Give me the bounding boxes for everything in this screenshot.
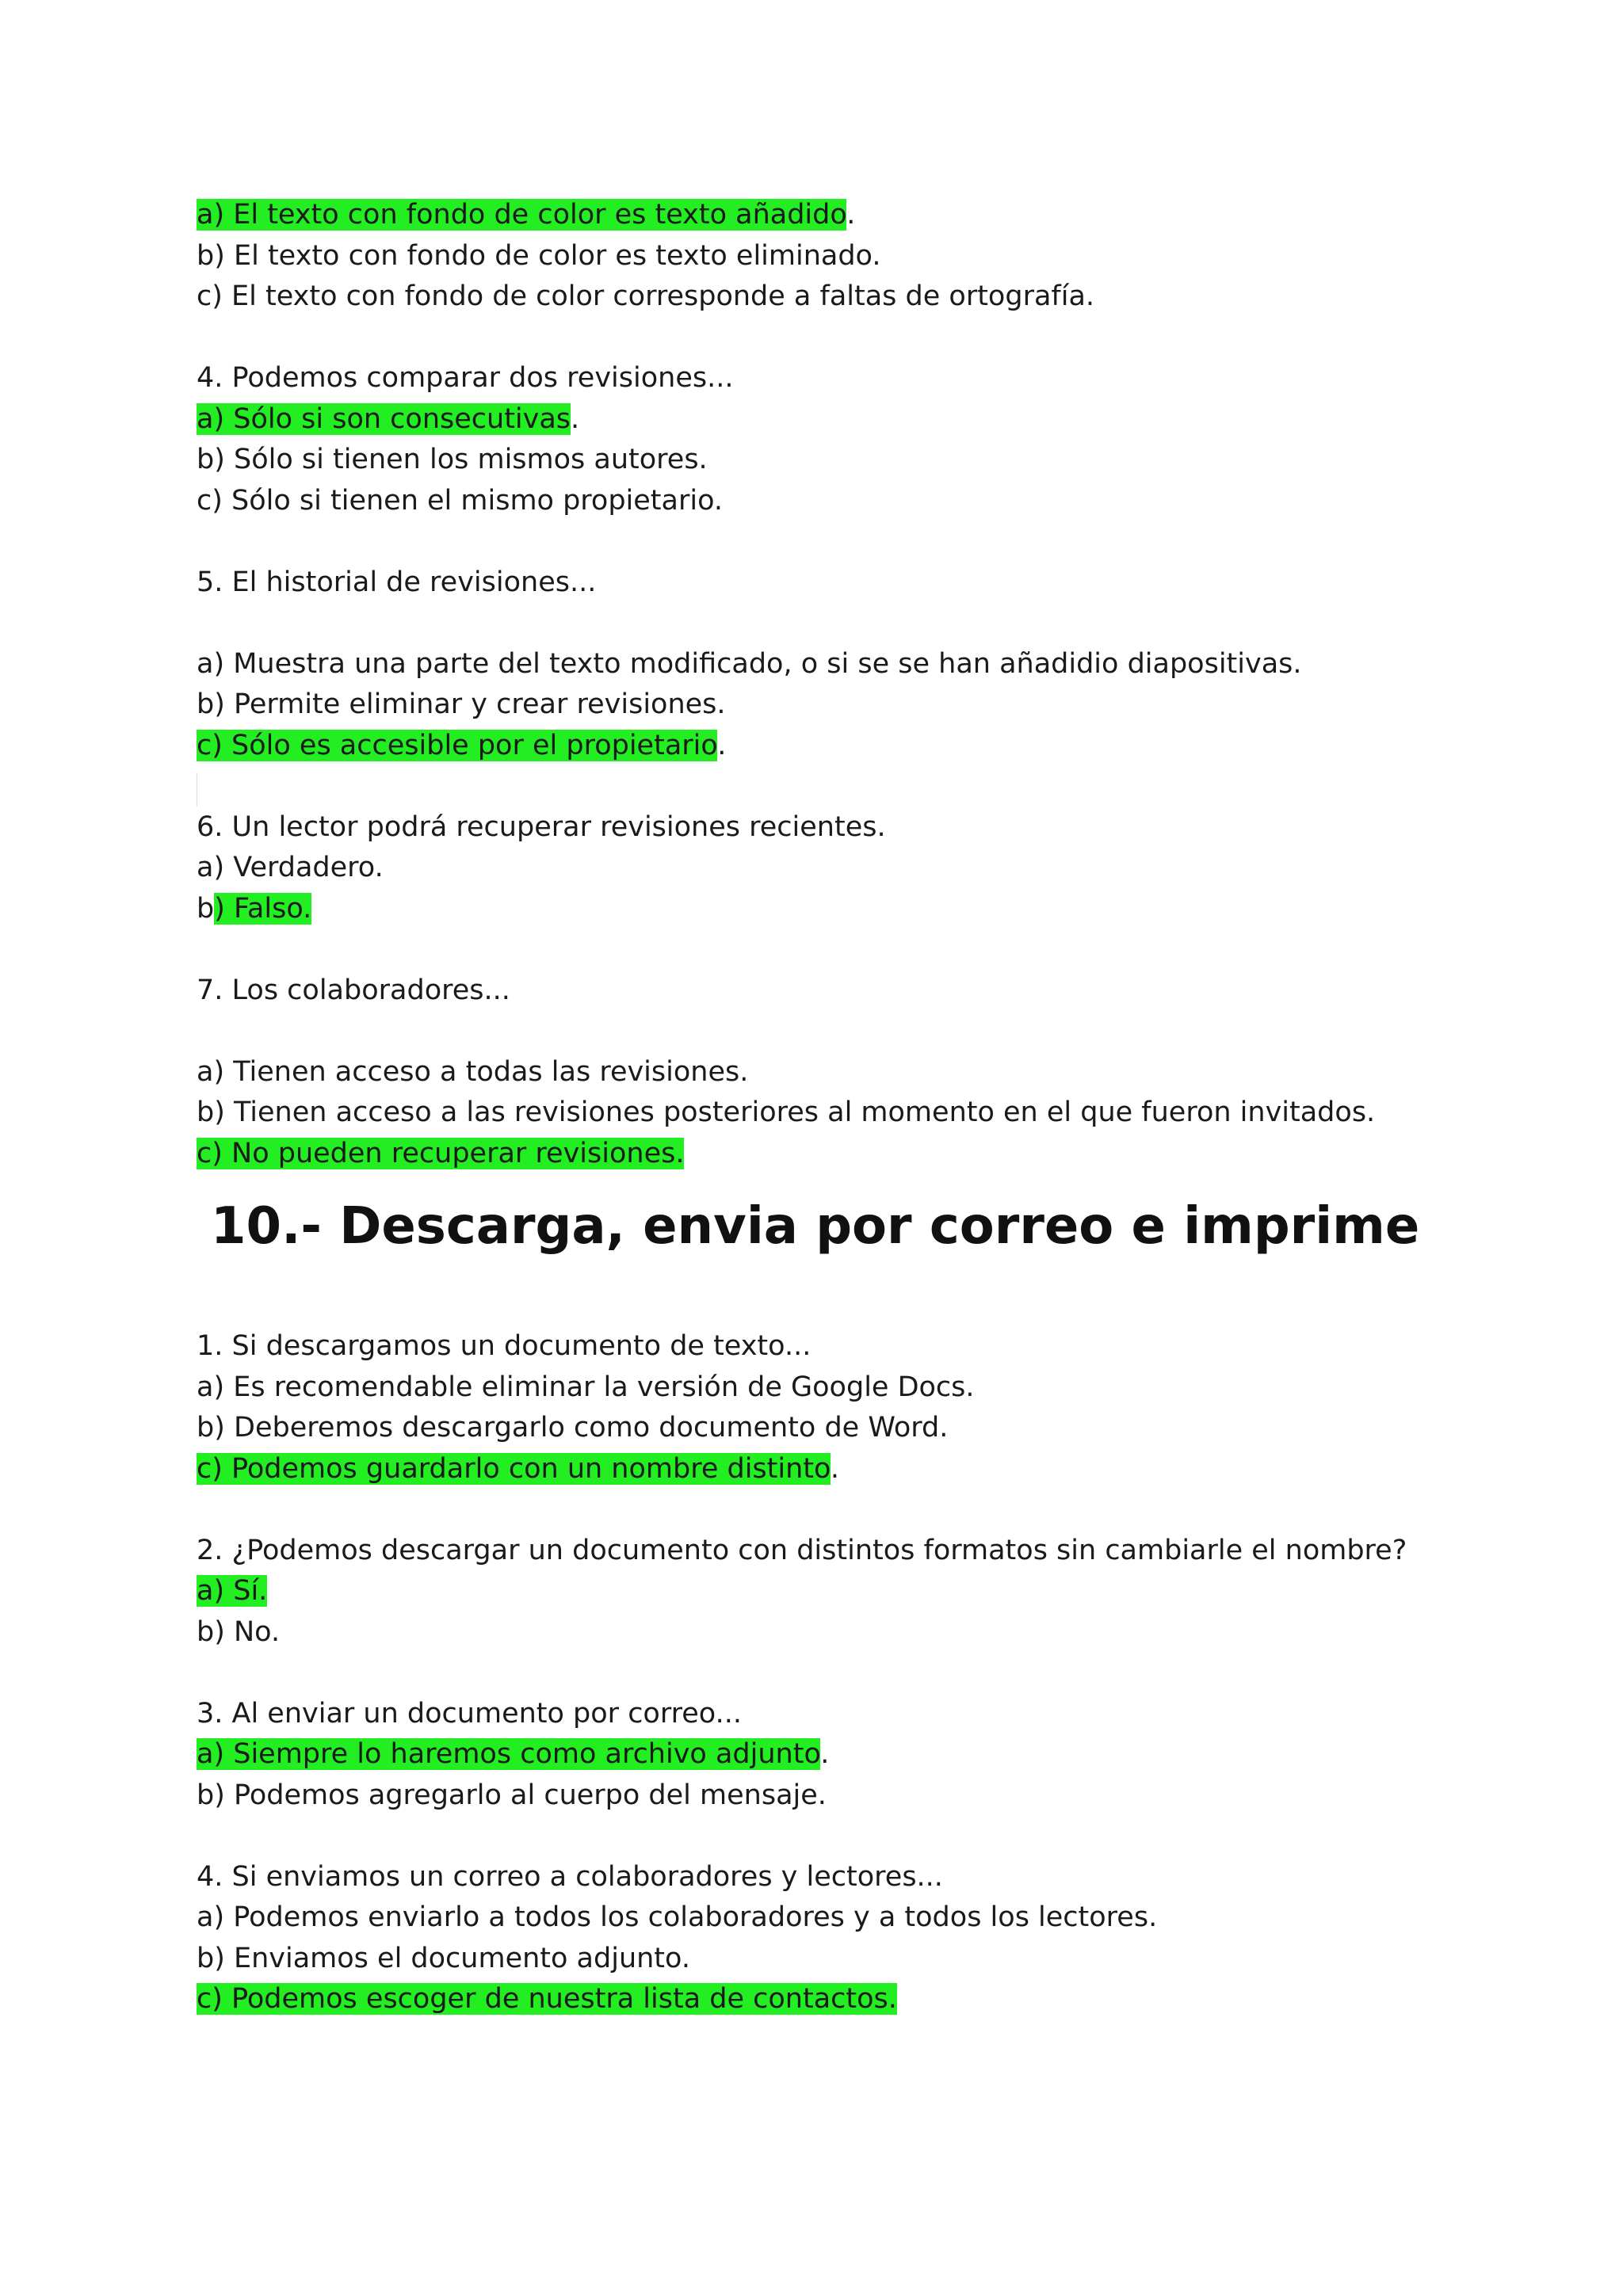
s10-q2-question: 2. ¿Podemos descargar un documento con distintos formatos sin cambiarle el nombre? (197, 1534, 1407, 1566)
s10-q1-option-b: b) Deberemos descargarlo como documento de Word. (197, 1412, 949, 1444)
s10-q1-question: 1. Si descargamos un documento de texto... (197, 1330, 812, 1362)
q6-option-a: a) Verdadero. (197, 852, 384, 883)
s10-q4-option-c: c) Podemos escoger de nuestra lista de contactos. (197, 1983, 897, 2015)
q4-option-a: a) Sólo si son consecutivas. (197, 402, 580, 435)
q5-option-a: a) Muestra una parte del texto modificado, o si se se han añadidio diapositivas. (197, 647, 1302, 680)
q3-option-a: a) El texto con fondo de color es texto añadido. (197, 199, 856, 231)
q3-option-b: b) El texto con fondo de color es texto eliminado. (197, 239, 881, 272)
s10-q4-option-a: a) Podemos enviarlo a todos los colaboradores y a todos los lectores. (197, 1901, 1158, 1933)
section-heading: 10.- Descarga, envia por correo e imprime (211, 1197, 1420, 1256)
s10-q3-option-a: a) Siempre lo haremos como archivo adjunto. (197, 1738, 830, 1770)
s10-q4-question: 4. Si enviamos un correo a colaboradores y lectores... (197, 1860, 943, 1893)
s10-q2-option-b: b) No. (197, 1615, 281, 1648)
q6-option-b: b) Falso. (197, 892, 312, 925)
q4-option-c: c) Sólo si tienen el mismo propietario. (197, 484, 724, 517)
s10-q3-question: 3. Al enviar un documento por correo... (197, 1697, 742, 1730)
q7-option-a: a) Tienen acceso a todas las revisiones. (197, 1055, 749, 1088)
s10-q2-option-a: a) Sí. (197, 1575, 268, 1607)
q5-option-b: b) Permite eliminar y crear revisiones. (197, 688, 726, 720)
q3-option-c: c) El texto con fondo de color corresponde a faltas de ortografía. (197, 280, 1095, 312)
q7-option-c: c) No pueden recuperar revisiones. (197, 1137, 685, 1169)
q7-option-b: b) Tienen acceso a las revisiones posteriores al momento en el que fueron invitados. (197, 1097, 1376, 1128)
q5-option-c: c) Sólo es accesible por el propietario. (197, 729, 727, 761)
s10-q1-option-c: c) Podemos guardarlo con un nombre distinto. (197, 1452, 839, 1485)
document-body (197, 195, 1433, 2020)
q5-question: 5. El historial de revisiones... (197, 566, 597, 598)
s10-q1-option-a: a) Es recomendable eliminar la versión de Google Docs. (197, 1371, 975, 1403)
q4-question: 4. Podemos comparar dos revisiones... (197, 362, 734, 394)
q4-option-b: b) Sólo si tienen los mismos autores. (197, 444, 708, 475)
s10-q3-option-b: b) Podemos agregarlo al cuerpo del mensaje. (197, 1779, 827, 1811)
q7-question: 7. Los colaboradores... (197, 974, 510, 1006)
q6-question: 6. Un lector podrá recuperar revisiones recientes. (197, 810, 886, 843)
s10-q4-option-b: b) Enviamos el documento adjunto. (197, 1942, 690, 1974)
